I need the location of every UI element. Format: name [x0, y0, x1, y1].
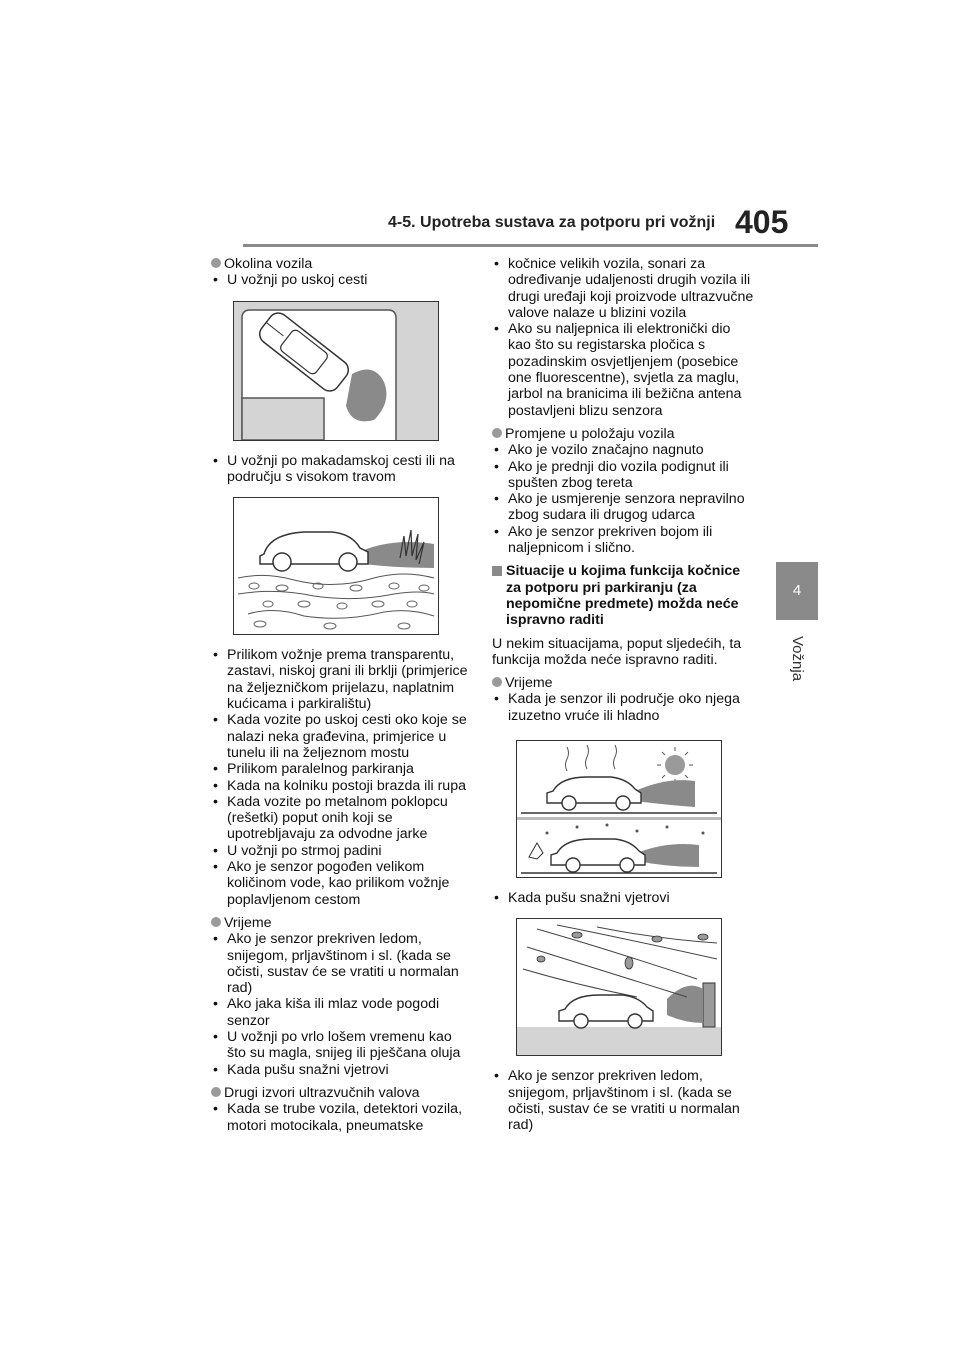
- page-number: 405: [735, 204, 789, 240]
- figure-narrow-road: [233, 301, 439, 441]
- left-column: [211, 256, 473, 1134]
- subsection-heading: Situacije u kojima funkcija kočnice za potporu pri parkiranju (za nepomične predmete) možda neće ispravno raditi: [492, 563, 754, 628]
- list-item: • Ako je senzor prekriven bojom ili naljepnicom i slično.: [492, 524, 754, 557]
- section-heading: Drugi izvori ultrazvučnih valova: [211, 1085, 473, 1101]
- list-item: • Kada pušu snažni vjetrovi: [211, 1062, 473, 1078]
- list-item: • Kada je senzor ili područje oko njega izuzetno vruće ili hladno: [492, 691, 754, 724]
- chapter-tab-label: Vožnja: [789, 636, 806, 682]
- bullet-dot-icon: [211, 258, 221, 268]
- list-item: • Ako je vozilo značajno nagnuto: [492, 442, 754, 458]
- list-item: • Kada pušu snažni vjetrovi: [492, 890, 754, 906]
- section-heading: Promjene u položaju vozila: [492, 426, 754, 442]
- section-heading: Okolina vozila: [211, 256, 473, 272]
- list-item: • Ako je usmjerenje senzora nepravilno zbog sudara ili drugog udarca: [492, 491, 754, 524]
- list-item: • U vožnji po strmoj padini: [211, 843, 473, 859]
- bullet-dot-icon: [211, 917, 221, 927]
- right-column: [492, 256, 754, 1134]
- list-item: • Ako je prednji dio vozila podignut ili spušten zbog tereta: [492, 459, 754, 492]
- list-item: • Kada se trube vozila, detektori vozila, motori motocikala, pneumatske: [211, 1101, 473, 1134]
- list-item: • Ako je senzor prekriven ledom, snijegom, prljavštinom i sl. (kada se očisti, sustav će se vratiti u normalan rad): [492, 1068, 754, 1133]
- list-item-continued: • kočnice velikih vozila, sonari za određivanje udaljenosti drugih vozila ili drugi uređaji koji proizvode ultrazvučne valove nalaze u blizini vozila: [492, 256, 754, 321]
- list-item: • Prilikom vožnje prema transparentu, zastavi, niskoj grani ili brklji (primjerice na željezničkom prijelazu, naplatnim kućicama i parkiralištu): [211, 647, 473, 712]
- square-marker-icon: [492, 566, 502, 576]
- list-item: • Prilikom paralelnog parkiranja: [211, 761, 473, 777]
- list-item: • Ako je senzor prekriven ledom, snijegom, prljavštinom i sl. (kada se očisti, sustav će se vratiti u normalan rad): [211, 931, 473, 996]
- list-item: • Ako je senzor pogođen velikom količinom vode, kao prilikom vožnje poplavljenom cestom: [211, 859, 473, 908]
- list-item: • U vožnji po makadamskoj cesti ili na području s visokom travom: [211, 453, 473, 486]
- list-item: • Ako su naljepnica ili elektronički dio kao što su registarska pločica s pozadinskim osvjetljenjem (posebice one fluorescentne), svjetla za maglu, jarbol na branicima ili bežična antena postavljeni blizu senzora: [492, 321, 754, 419]
- figure-strong-wind: [516, 918, 722, 1056]
- list-item: • Kada na kolniku postoji brazda ili rupa: [211, 778, 473, 794]
- figure-gravel-grass: [233, 497, 439, 635]
- list-item: • U vožnji po vrlo lošem vremenu kao što su magla, snijeg ili pješčana oluja: [211, 1029, 473, 1062]
- section-heading: Vrijeme: [211, 915, 473, 931]
- bullet-dot-icon: [492, 428, 502, 438]
- bullet-dot-icon: [492, 677, 502, 687]
- paragraph: U nekim situacijama, poput sljedećih, ta funkcija možda neće ispravno raditi.: [492, 635, 742, 668]
- list-item: • Kada vozite po uskoj cesti oko koje se nalazi neka građevina, primjerice u tunelu ili na željeznom mostu: [211, 712, 473, 761]
- section-heading: Vrijeme: [492, 675, 754, 691]
- chapter-title: 4-5. Upotreba sustava za potporu pri vožnji: [388, 214, 716, 231]
- bullet-dot-icon: [211, 1087, 221, 1097]
- header-rule: [243, 244, 818, 247]
- list-item: • Ako jaka kiša ili mlaz vode pogodi senzor: [211, 996, 473, 1029]
- figure-hot-cold: [516, 740, 722, 878]
- list-item: • Kada vozite po metalnom poklopcu (rešetki) poput onih koji se upotrebljavaju za odvodne jarke: [211, 794, 473, 843]
- list-item: • U vožnji po uskoj cesti: [211, 272, 473, 288]
- chapter-tab[interactable]: 4: [776, 562, 818, 620]
